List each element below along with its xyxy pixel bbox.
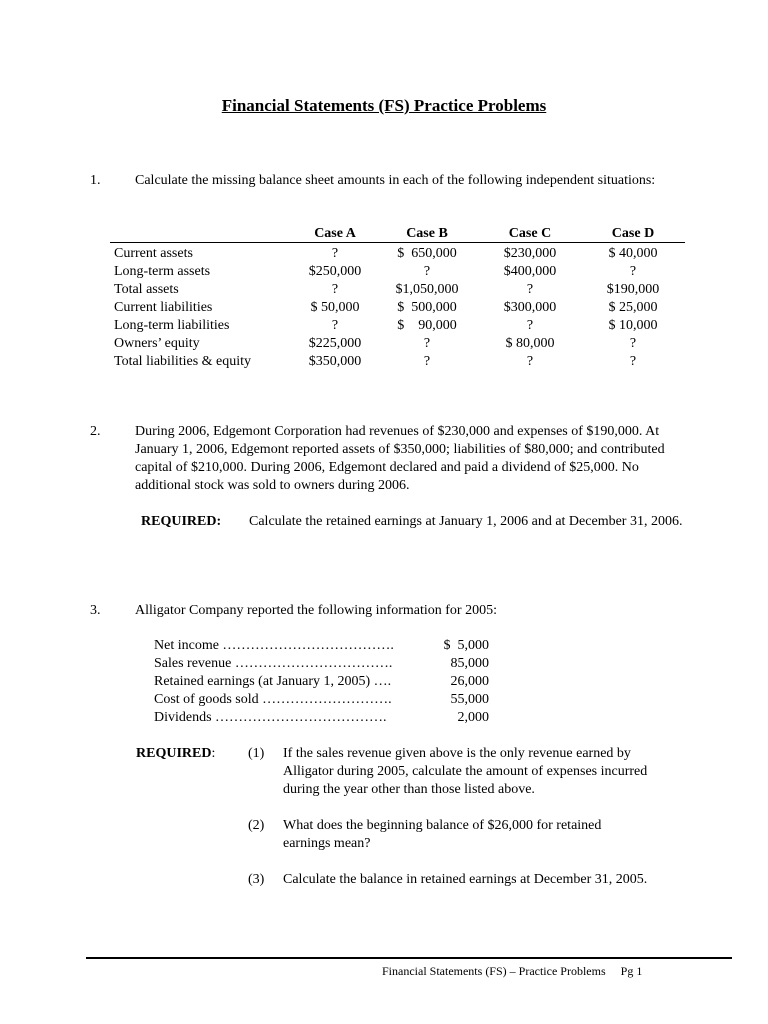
list-item <box>154 673 489 691</box>
sub-question-number: (2) <box>248 818 265 833</box>
column-header: Case A <box>314 226 356 241</box>
page-footer <box>382 962 642 980</box>
table-row <box>110 263 685 281</box>
column-header: Case B <box>406 226 448 241</box>
table-row <box>110 245 685 263</box>
required-label: REQUIRED: <box>141 514 222 529</box>
table-cell: ? <box>526 282 534 297</box>
item-label: Net income ………………………………. <box>154 638 394 653</box>
table-cell: ? <box>331 282 339 297</box>
row-label: Long-term liabilities <box>114 318 230 333</box>
page-title: Financial Statements (FS) Practice Problems <box>221 96 547 115</box>
table-cell: $ 40,000 <box>608 246 658 261</box>
sub-question-number: (1) <box>248 746 265 761</box>
problem-1-text: Calculate the missing balance sheet amounts in each of the following independent situations: <box>135 173 656 188</box>
table-cell: $ 500,000 <box>397 300 457 315</box>
problem-3-text: Alligator Company reported the following information for 2005: <box>135 603 497 618</box>
table-cell: $1,050,000 <box>395 282 459 297</box>
table-cell: ? <box>331 246 339 261</box>
problem-2-text: During 2006, Edgemont Corporation had revenues of $230,000 and expenses of $190,000. At January 1, 2006, Edgemont reported assets of $350,000; liabilities of $80,000; and contributed capital of $210,000. During 2006, Edgemont declared and paid a dividend of $25,000. No additional stock was sold to owners during 2006. <box>135 424 665 493</box>
row-label: Total assets <box>114 282 179 297</box>
item-label: Sales revenue ……………………………. <box>154 656 393 671</box>
table-cell: $350,000 <box>308 354 362 369</box>
row-label: Owners’ equity <box>114 336 200 351</box>
footer-rule <box>86 957 732 959</box>
list-item <box>154 637 489 655</box>
table-cell: ? <box>629 336 637 351</box>
item-value: $ 5,000 <box>443 638 489 653</box>
list-item <box>154 655 489 673</box>
table-body <box>110 245 685 371</box>
item-label: Cost of goods sold ………………………. <box>154 692 392 707</box>
table-cell: ? <box>423 336 431 351</box>
item-label: Retained earnings (at January 1, 2005) …. <box>154 674 392 689</box>
table-cell: $400,000 <box>503 264 557 279</box>
table-header-rule <box>110 242 685 243</box>
required-label: REQUIRED: <box>136 746 216 761</box>
table-cell: $190,000 <box>606 282 660 297</box>
item-value: 55,000 <box>450 692 489 707</box>
table-row <box>110 317 685 335</box>
table-cell: $ 10,000 <box>608 318 658 333</box>
problem-3-number: 3. <box>90 603 101 618</box>
financial-data-list <box>154 637 489 727</box>
required-text: Calculate the retained earnings at January 1, 2006 and at December 31, 2006. <box>249 514 683 529</box>
row-label: Long-term assets <box>114 264 211 279</box>
table-cell: $230,000 <box>503 246 557 261</box>
sub-question-text: If the sales revenue given above is the only revenue earned by Alligator during 2005, calculate the amount of expenses incurred during the year other than those listed above. <box>283 746 648 797</box>
table-cell: ? <box>423 264 431 279</box>
row-label: Current assets <box>114 246 193 261</box>
table-row <box>110 335 685 353</box>
table-cell: $225,000 <box>308 336 362 351</box>
column-header: Case C <box>508 226 552 241</box>
list-item <box>154 709 489 727</box>
column-header: Case D <box>611 226 655 241</box>
table-row <box>110 353 685 371</box>
table-cell: ? <box>331 318 339 333</box>
table-cell: $300,000 <box>503 300 557 315</box>
table-row <box>110 299 685 317</box>
item-label: Dividends ………………………………. <box>154 710 387 725</box>
table-cell: $ 650,000 <box>397 246 457 261</box>
item-value: 85,000 <box>450 656 489 671</box>
sub-question-text: What does the beginning balance of $26,000 for retained earnings mean? <box>283 818 602 851</box>
item-value: 2,000 <box>457 710 489 725</box>
table-cell: ? <box>526 354 534 369</box>
table-cell: ? <box>629 354 637 369</box>
table-row <box>110 281 685 299</box>
problem-1-number: 1. <box>90 173 101 188</box>
sub-question-number: (3) <box>248 872 265 887</box>
footer-title: Financial Statements (FS) – Practice Problems <box>382 964 606 978</box>
sub-question-text: Calculate the balance in retained earnings at December 31, 2005. <box>283 872 648 887</box>
table-cell: $ 80,000 <box>505 336 555 351</box>
table-cell: $ 50,000 <box>310 300 360 315</box>
page-number: Pg 1 <box>620 964 643 978</box>
list-item <box>154 691 489 709</box>
problem-2-number: 2. <box>90 424 101 439</box>
table-cell: $250,000 <box>308 264 362 279</box>
table-header <box>110 225 685 242</box>
table-cell: ? <box>423 354 431 369</box>
table-cell: ? <box>526 318 534 333</box>
table-cell: $ 25,000 <box>608 300 658 315</box>
item-value: 26,000 <box>450 674 489 689</box>
row-label: Current liabilities <box>114 300 213 315</box>
table-cell: $ 90,000 <box>397 318 457 333</box>
table-cell: ? <box>629 264 637 279</box>
balance-sheet-table <box>110 225 685 368</box>
row-label: Total liabilities & equity <box>114 354 252 369</box>
